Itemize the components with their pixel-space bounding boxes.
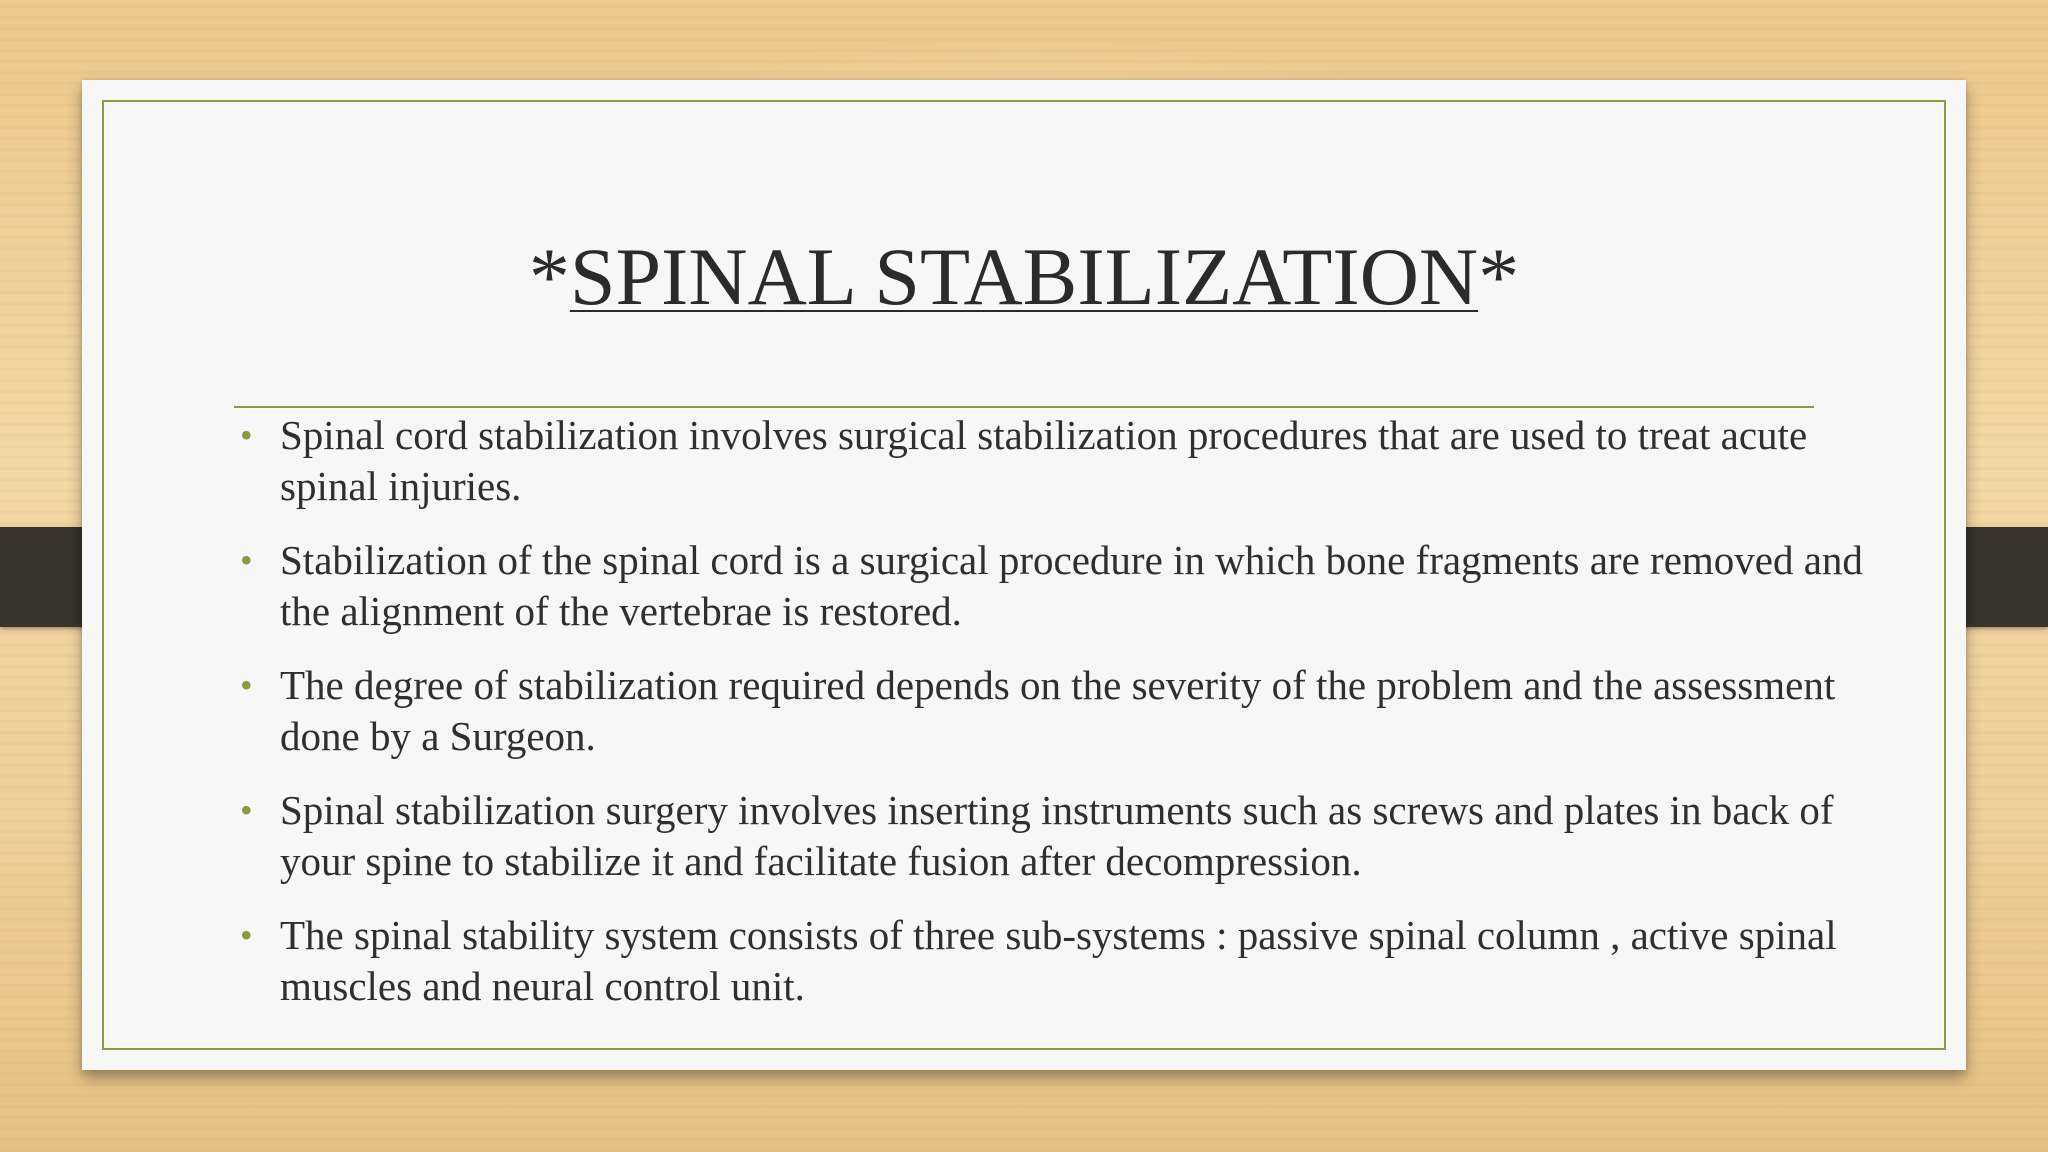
title-prefix: *: [528, 231, 570, 322]
title-suffix: *: [1478, 231, 1520, 322]
title-main: SPINAL STABILIZATION: [569, 231, 1479, 322]
bullet-dot-icon: •: [240, 915, 253, 955]
bullet-item: [232, 535, 1912, 637]
slide-title: [82, 230, 1966, 324]
bullet-dot-icon: •: [240, 665, 253, 705]
bullet-item: [232, 410, 1912, 512]
bullet-text: The degree of stabilization required depends on the severity of the problem and the assessment done by a Surgeon.: [280, 662, 1836, 759]
bullet-text: Stabilization of the spinal cord is a surgical procedure in which bone fragments are removed and the alignment of the vertebrae is restored.: [280, 537, 1863, 634]
bullet-dot-icon: •: [240, 540, 253, 580]
bullet-item: [232, 910, 1912, 1012]
bullet-item: [232, 660, 1912, 762]
bullet-dot-icon: •: [240, 415, 253, 455]
bullet-text: Spinal cord stabilization involves surgical stabilization procedures that are used to treat acute spinal injuries.: [280, 412, 1808, 509]
bullet-text: The spinal stability system consists of three sub-systems : passive spinal column , active spinal muscles and neural control unit.: [280, 912, 1837, 1009]
bullet-item: [232, 785, 1912, 887]
bullet-text: Spinal stabilization surgery involves inserting instruments such as screws and plates in back of your spine to stabilize it and facilitate fusion after decompression.: [280, 787, 1834, 884]
slide-card: [82, 80, 1966, 1070]
title-divider: [234, 406, 1814, 408]
bullet-list: [232, 410, 1912, 1035]
bullet-dot-icon: •: [240, 790, 253, 830]
